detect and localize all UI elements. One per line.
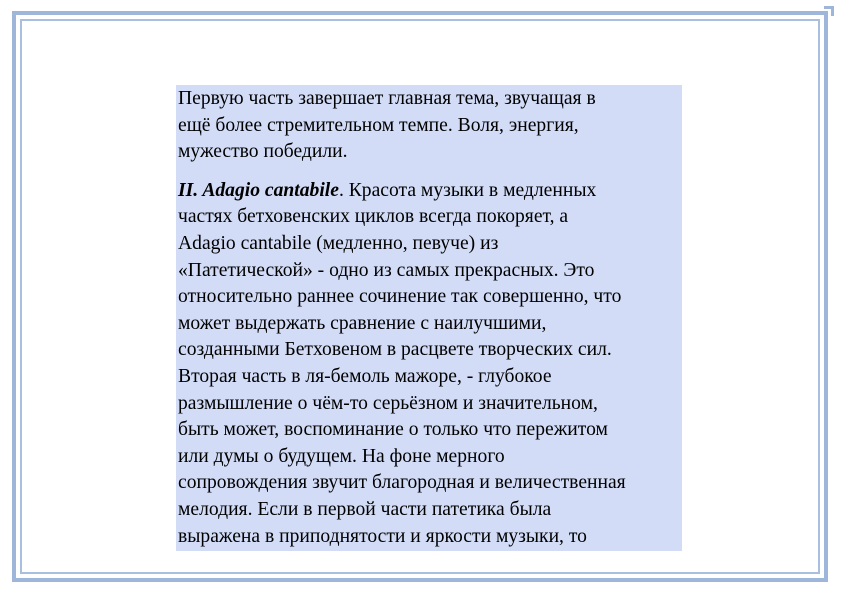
text-line: быть может, воспоминание о только что пережитом: [178, 419, 608, 441]
text-line: ещё более стремительном темпе. Воля, энергия,: [178, 114, 579, 136]
text-line: частях бетховенских циклов всегда покоряет, а: [178, 206, 569, 228]
text-line: сопровождения звучит благородная и величественная: [178, 472, 626, 494]
text-line: может выдержать сравнение с наилучшими,: [178, 312, 547, 334]
text-line-first: [178, 178, 682, 205]
text-line: Первую часть завершает главная тема, звучащая в: [178, 88, 596, 109]
text-line: созданными Бетховеном в расцвете творческих сил.: [178, 339, 612, 361]
text-box: [176, 85, 682, 551]
text-line: Adagio cantabile (медленно, певуче) из: [178, 232, 499, 254]
text-line-rest: . Красота музыки в медленных: [338, 179, 597, 201]
text-line: мужество победили.: [178, 141, 348, 163]
paragraph-1: [178, 86, 682, 166]
text-line: «Патетической» - одно из самых прекрасных. Это: [178, 259, 595, 281]
text-line: выражена в приподнятости и яркости музыки, то: [178, 525, 587, 547]
text-line: относительно раннее сочинение так совершенно, что: [178, 286, 622, 308]
paragraph-2: [178, 178, 682, 550]
frame-corner-ornament: [824, 6, 834, 16]
text-line: мелодия. Если в первой части патетика была: [178, 498, 552, 520]
movement-title: II. Adagio cantabile: [178, 179, 339, 201]
text-line: Вторая часть в ля-бемоль мажоре, - глубокое: [178, 365, 552, 387]
text-line: или думы о будущем. На фоне мерного: [178, 445, 505, 467]
text-line: размышление о чём-то серьёзном и значительном,: [178, 392, 598, 414]
